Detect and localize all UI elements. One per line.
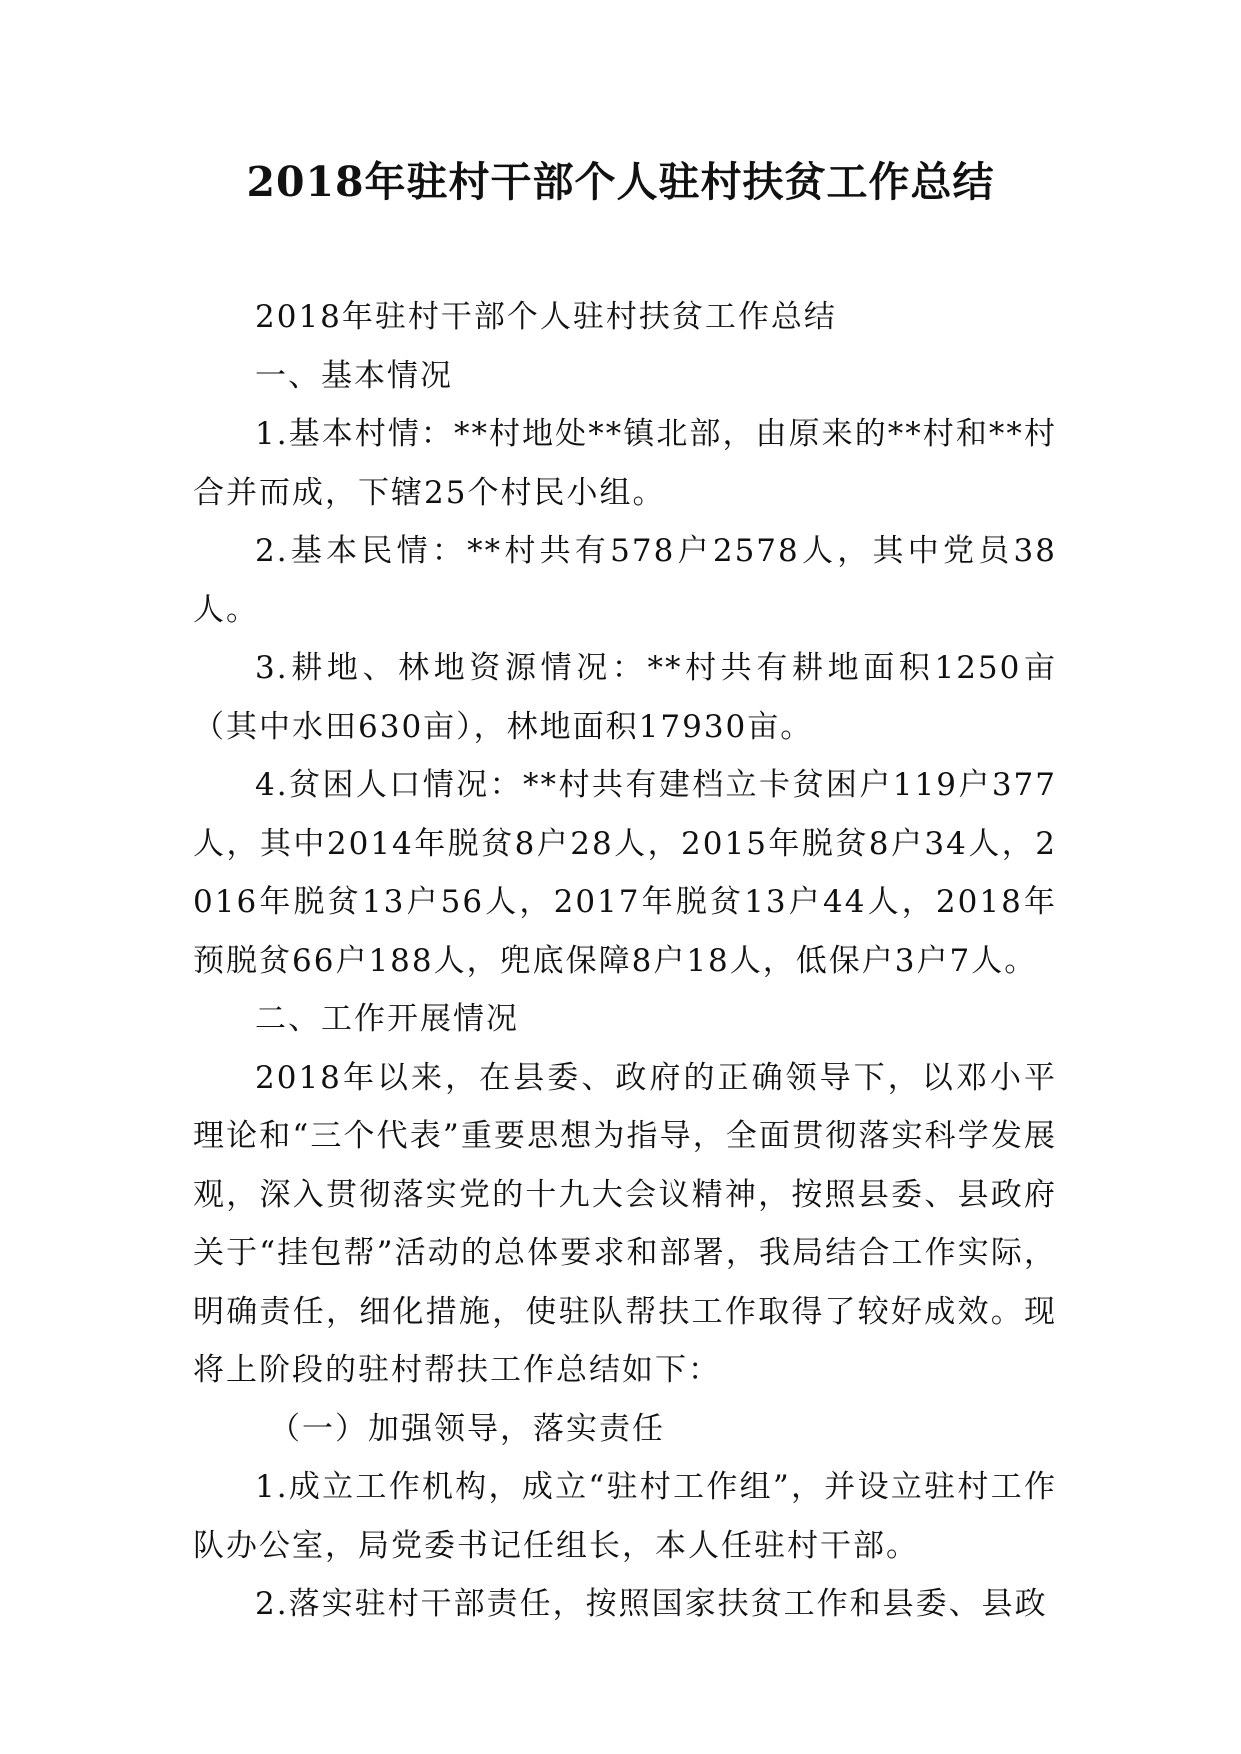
- paragraph-subtitle: 2018年驻村干部个人驻村扶贫工作总结: [255, 299, 837, 335]
- paragraph-population-situation: 2.基本民情：**村共有578户2578人，其中党员38人。: [193, 533, 1057, 628]
- paragraph-village-situation: 1.基本村情：**村地处**镇北部，由原来的**村和**村合并而成，下辖25个村民小组。: [193, 416, 1057, 511]
- document-title: 2018年驻村干部个人驻村扶贫工作总结: [246, 158, 995, 206]
- section-heading-basic-situation: 一、基本情况: [255, 357, 453, 394]
- document-body: [193, 288, 1057, 1634]
- paragraph-land-resources: 3.耕地、林地资源情况：**村共有耕地面积1250亩（其中水田630亩），林地面积17930亩。: [193, 650, 1057, 745]
- paragraph-poverty-population: 4.贫困人口情况：**村共有建档立卡贫困户119户377人，其中2014年脱贫8户28人，2015年脱贫8户34人，2016年脱贫13户56人，2017年脱贫13户44人，2018年预脱贫66户188人，兜底保障8户18人，低保户3户7人。: [193, 767, 1057, 979]
- subsection-heading-leadership: （一）加强领导，落实责任: [269, 1410, 665, 1447]
- paragraph-work-organization: 1.成立工作机构，成立“驻村工作组”，并设立驻村工作队办公室，局党委书记任组长，本人任驻村干部。: [193, 1469, 1057, 1564]
- paragraph-cadre-responsibility: 2.落实驻村干部责任，按照国家扶贫工作和县委、县政: [255, 1586, 1048, 1622]
- section-heading-work-progress: 二、工作开展情况: [255, 1001, 519, 1037]
- paragraph-work-overview: 2018年以来，在县委、政府的正确领导下，以邓小平理论和“三个代表”重要思想为指导，全面贯彻落实科学发展观，深入贯彻落实党的十九大会议精神，按照县委、县政府关于“挂包帮”活动的总体要求和部署，我局结合工作实际，明确责任，细化措施，使驻队帮扶工作取得了较好成效。现将上阶段的驻村帮扶工作总结如下：: [193, 1059, 1057, 1388]
